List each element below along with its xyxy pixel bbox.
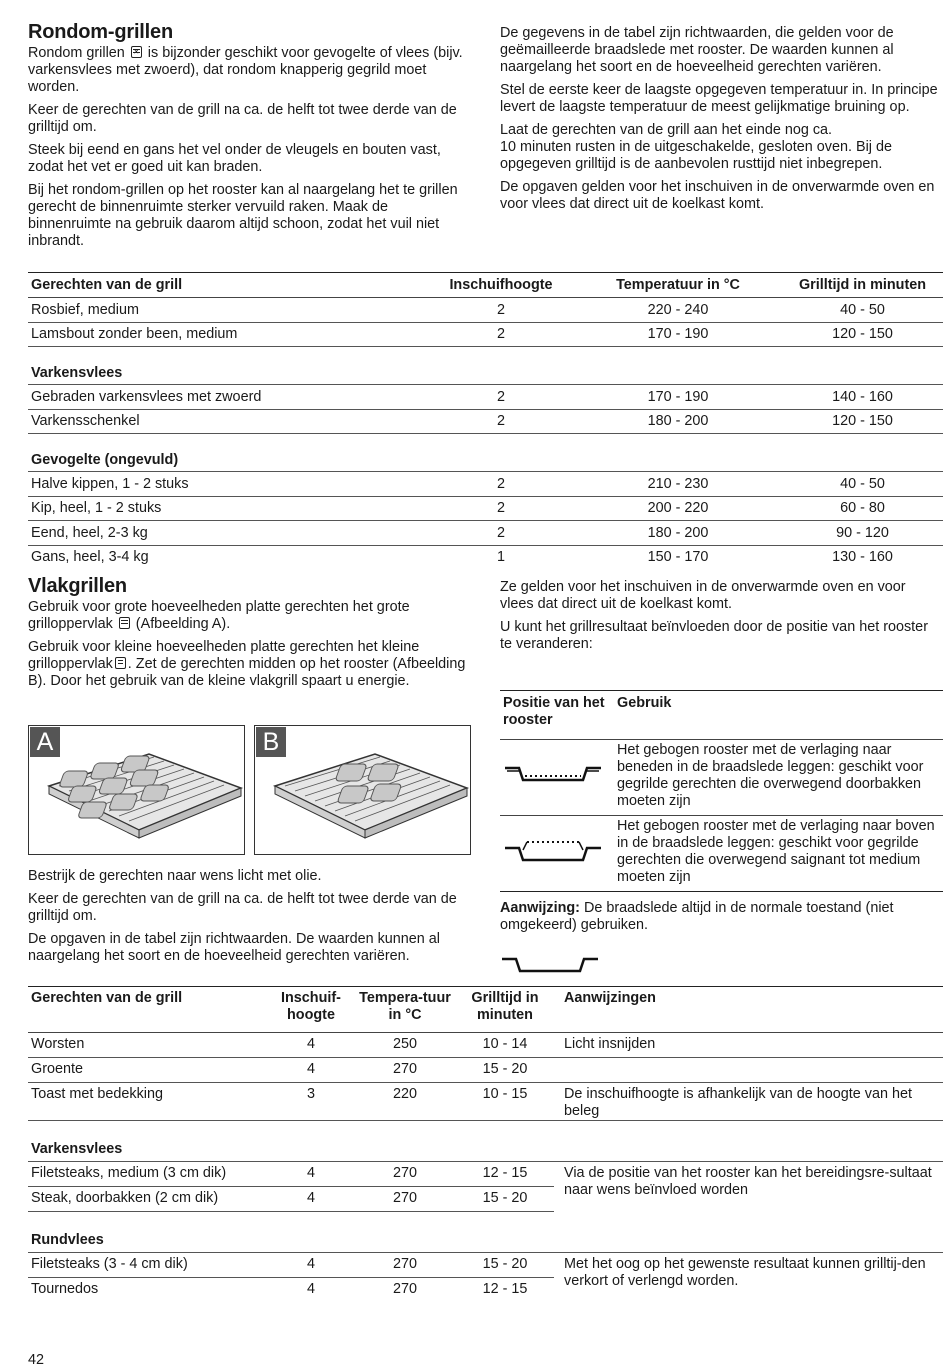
rondom-notes [500, 25, 942, 219]
cell-temperature: 270 [392, 1281, 417, 1297]
vlak-table-wrapper [28, 986, 943, 1302]
vlak-table [28, 986, 943, 1302]
table-row [500, 740, 943, 816]
cell-level: 1 [496, 549, 505, 566]
cell-temperature: 150 - 170 [647, 549, 709, 566]
cell-temperature: 200 - 220 [574, 496, 782, 521]
cell-notes: De inschuifhoogte is afhankelijk van de hoogte van het beleg [554, 1083, 943, 1121]
section-poultry: Gevogelte (ongevuld) [28, 434, 943, 472]
rondom-paragraph-3: Steek bij eend en gans het vel onder de vleugels en bouten vast, zodat het vet er goed uit kan braden. [28, 142, 441, 175]
cell-dish: Lamsbout zonder been, medium [28, 322, 428, 347]
table-row [28, 545, 943, 569]
cell-level: 4 [268, 1187, 354, 1212]
table-row [28, 1033, 943, 1058]
rondom-table-wrapper [28, 272, 943, 569]
header-time: Grilltijd in minuten [456, 987, 554, 1033]
table-row [28, 496, 943, 521]
rondom-paragraph-2: Keer de gerechten van de grill na ca. de helft tot twee derde van de grilltijd om. [28, 102, 457, 135]
table-header-row [28, 273, 943, 298]
header-dish: Gerechten van de grill [28, 273, 428, 298]
cell-notes: Met het oog op het gewenste resultaat kunnen grilltij-den verkort of verlengd worden. [564, 1256, 926, 1289]
rack-up-cell [500, 816, 614, 892]
cell-temperature: 270 [354, 1253, 456, 1278]
cell-temperature: 250 [354, 1033, 456, 1058]
cell-time: 15 - 20 [456, 1058, 554, 1083]
header-notes: Aanwijzingen [554, 987, 943, 1033]
cell-time: 120 - 150 [782, 322, 943, 347]
header-temperature: Tempera-tuur in °C [354, 987, 456, 1033]
cell-time: 40 - 50 [782, 298, 943, 323]
cell-level: 2 [428, 385, 574, 410]
tray-center-illustration [255, 726, 470, 854]
cell-temperature: 180 - 200 [574, 409, 782, 434]
cell-temperature: 220 [354, 1083, 456, 1121]
rack-up-icon [503, 836, 603, 866]
cell-notes: Licht insnijden [554, 1033, 943, 1058]
cell-dish: Kip, heel, 1 - 2 stuks [28, 496, 428, 521]
cell-dish: Worsten [28, 1033, 268, 1058]
page-number: 42 [28, 1352, 45, 1368]
cell-level: 4 [306, 1281, 315, 1297]
header-usage: Gebruik [614, 691, 943, 740]
cell-dish: Halve kippen, 1 - 2 stuks [28, 472, 428, 497]
cell-temperature: 270 [354, 1162, 456, 1187]
vlak-paragraph-3: Bestrijk de gerechten naar wens licht met olie. [28, 868, 322, 884]
cell-dish: Toast met bedekking [28, 1083, 268, 1121]
vlak-p1-end: (Afbeelding A). [135, 616, 231, 632]
figure-b [254, 725, 471, 855]
table-row [28, 409, 943, 434]
vlak-paragraph-4: Keer de gerechten van de grill na ca. de helft tot twee derde van de grilltijd om. [28, 891, 457, 924]
cell-level: 4 [268, 1058, 354, 1083]
table-row [28, 1058, 943, 1083]
cell-time: 15 - 20 [456, 1187, 554, 1212]
cell-level: 4 [268, 1162, 354, 1187]
cell-temperature: 210 - 230 [574, 472, 782, 497]
cell-temperature: 170 - 190 [574, 322, 782, 347]
table-row [28, 1083, 943, 1121]
header-time: Grilltijd in minuten [782, 273, 943, 298]
cell-time: 15 - 20 [456, 1253, 554, 1278]
right-paragraph-4: De opgaven gelden voor het inschuiven in de onverwarmde oven en voor vlees dat direct uit de koelkast komt. [500, 179, 935, 212]
cell-level: 2 [428, 521, 574, 546]
large-grill-icon [119, 617, 130, 629]
rondom-paragraph-4: Bij het rondom-grillen op het rooster kan al naargelang het te grillen gerecht de binnenruimte sterker vervuild raken. Maak de binnenruimte na gebruik daarom altijd schoon, zodat het vuil niet inbrandt. [28, 182, 458, 249]
table-section-row [28, 347, 943, 385]
figure-b-label: B [256, 727, 286, 757]
header-level: Inschuif-hoogte [268, 987, 354, 1033]
cell-temperature: 270 [354, 1187, 456, 1212]
table-header-row [28, 987, 943, 1033]
cell-dish: Eend, heel, 2-3 kg [28, 521, 428, 546]
table-row [28, 1253, 943, 1278]
cell-notes [554, 1058, 943, 1083]
rondom-p1-start: Rondom grillen [28, 45, 125, 61]
note-paragraph [500, 900, 942, 934]
cell-time: 10 - 15 [456, 1083, 554, 1121]
cell-dish: Filetsteaks (3 - 4 cm dik) [28, 1253, 268, 1278]
cell-time: 140 - 160 [782, 385, 943, 410]
cell-level: 4 [268, 1033, 354, 1058]
table-row [28, 1162, 943, 1187]
right-mid-paragraph-2: U kunt het grillresultaat beïnvloeden door de positie van het rooster te veranderen: [500, 619, 928, 652]
table-section-row [28, 1121, 943, 1162]
cell-level: 2 [428, 496, 574, 521]
table-section-row [28, 1212, 943, 1253]
right-p3-line1: Laat de gerechten van de grill aan het einde nog ca. [500, 122, 833, 138]
rondom-section [28, 21, 473, 256]
section-pork: Varkensvlees [28, 1121, 943, 1162]
header-level: Inschuifhoogte [428, 273, 574, 298]
rack-position-table-wrapper [500, 690, 943, 892]
rack-down-usage: Het gebogen rooster met de verlaging naar beneden in de braadslede leggen: geschikt voor gegrilde gerechten die overwegend doorbakken moeten zijn [614, 740, 943, 816]
rack-up-usage: Het gebogen rooster met de verlaging naar boven in de braadslede leggen: geschikt voor gegrilde gerechten die overwegend saignant tot medium moeten zijn [614, 816, 943, 892]
rondom-grill-icon [131, 46, 142, 58]
section-pork: Varkensvlees [28, 347, 943, 385]
right-paragraph-2: Stel de eerste keer de laagste opgegeven temperatuur in. In principe levert de laagste temperatuur de meest gelijkmatige bruining op. [500, 82, 938, 115]
cell-dish: Gebraden varkensvlees met zwoerd [28, 385, 428, 410]
table-row [28, 521, 943, 546]
cell-dish: Gans, heel, 3-4 kg [31, 549, 149, 566]
vlak-paragraph-5: De opgaven in de tabel zijn richtwaarden. De waarden kunnen al naargelang het soort en de hoeveelheid gerechten variëren. [28, 931, 440, 964]
cell-dish: Groente [28, 1058, 268, 1083]
header-temperature: Temperatuur in °C [574, 273, 782, 298]
grill-position-notes [500, 579, 942, 659]
table-row [28, 385, 943, 410]
cell-temperature: 270 [354, 1058, 456, 1083]
cell-level: 2 [428, 322, 574, 347]
figure-a [28, 725, 245, 855]
rondom-table [28, 272, 943, 569]
cell-time: 12 - 15 [456, 1162, 554, 1187]
table-row [28, 472, 943, 497]
right-p3-rest: 10 minuten rusten in de uitgeschakelde, gesloten oven. Bij de opgegeven grilltijd is de aanbevolen rusttijd niet inbegrepen. [500, 139, 893, 172]
table-row [500, 816, 943, 892]
rack-down-icon [503, 762, 603, 788]
table-row [28, 322, 943, 347]
vlak-p2-start: Gebruik voor kleine hoeveelheden platte gerechten het kleine grilloppervlak [28, 639, 420, 672]
vlak-paragraph-2 [28, 639, 473, 690]
section-title-vlak: Vlakgrillen [28, 575, 127, 597]
cell-level: 3 [268, 1083, 354, 1121]
table-header-row [500, 691, 943, 740]
cell-time: 60 - 80 [782, 496, 943, 521]
cell-time: 120 - 150 [782, 409, 943, 434]
table-row [28, 298, 943, 323]
vlak-p2-end: . Zet de gerechten midden op het rooster (Afbeelding B). Door het gebruik van de kleine vlakgrill spaart u energie. [28, 656, 466, 689]
tray-normal-icon [500, 955, 600, 977]
header-position: Positie van het rooster [500, 691, 614, 740]
right-mid-paragraph-1: Ze gelden voor het inschuiven in de onverwarmde oven en voor vlees dat direct uit de koelkast komt. [500, 579, 906, 612]
cell-temperature: 170 - 190 [574, 385, 782, 410]
note-text: De braadslede altijd in de normale toestand (niet omgekeerd) gebruiken. [500, 900, 894, 933]
note-label: Aanwijzing: [500, 900, 580, 916]
cell-time: 90 - 120 [782, 521, 943, 546]
cell-temperature: 180 - 200 [574, 521, 782, 546]
rack-down-cell [500, 740, 614, 816]
cell-dish: Rosbief, medium [28, 298, 428, 323]
cell-notes: Via de positie van het rooster kan het bereidingsre-sultaat naar wens beïnvloed worden [564, 1165, 932, 1198]
tray-full-illustration [29, 726, 244, 854]
cell-level: 2 [428, 409, 574, 434]
cell-time: 12 - 15 [482, 1281, 528, 1297]
vlak-p1-start: Gebruik voor grote hoeveelheden platte gerechten het grote grilloppervlak [28, 599, 410, 632]
right-paragraph-1: De gegevens in de tabel zijn richtwaarden, die gelden voor de geëmailleerde braadslede met rooster. De waarden kunnen al naargelang het soort en de hoeveelheid gerechten variëren. [500, 25, 894, 75]
cell-level: 4 [268, 1253, 354, 1278]
header-dish: Gerechten van de grill [28, 987, 268, 1033]
section-title-rondom: Rondom-grillen [28, 21, 173, 43]
cell-dish: Filetsteaks, medium (3 cm dik) [28, 1162, 268, 1187]
vlak-notes [28, 868, 473, 971]
cell-level: 2 [428, 472, 574, 497]
figure-a-label: A [30, 727, 60, 757]
cell-dish: Steak, doorbakken (2 cm dik) [28, 1187, 268, 1212]
cell-dish: Varkensschenkel [28, 409, 428, 434]
table-section-row [28, 434, 943, 472]
rondom-paragraph-1 [28, 45, 473, 96]
section-beef: Rundvlees [28, 1212, 943, 1253]
right-paragraph-3 [500, 122, 942, 173]
cell-level: 2 [428, 298, 574, 323]
vlak-paragraph-1 [28, 599, 473, 633]
rondom-p1-end: is bijzonder geschikt voor gevogelte of vlees (bijv. varkensvlees met zwoerd), dat rondom knapperig gegrild moet worden. [28, 45, 463, 95]
note-block [500, 900, 942, 940]
cell-dish: Tournedos [31, 1281, 99, 1297]
vlak-section [28, 575, 473, 696]
cell-temperature: 220 - 240 [574, 298, 782, 323]
small-grill-icon [115, 657, 126, 669]
cell-time: 130 - 160 [832, 549, 893, 566]
rack-position-table [500, 690, 943, 892]
cell-time: 10 - 14 [456, 1033, 554, 1058]
cell-time: 40 - 50 [782, 472, 943, 497]
